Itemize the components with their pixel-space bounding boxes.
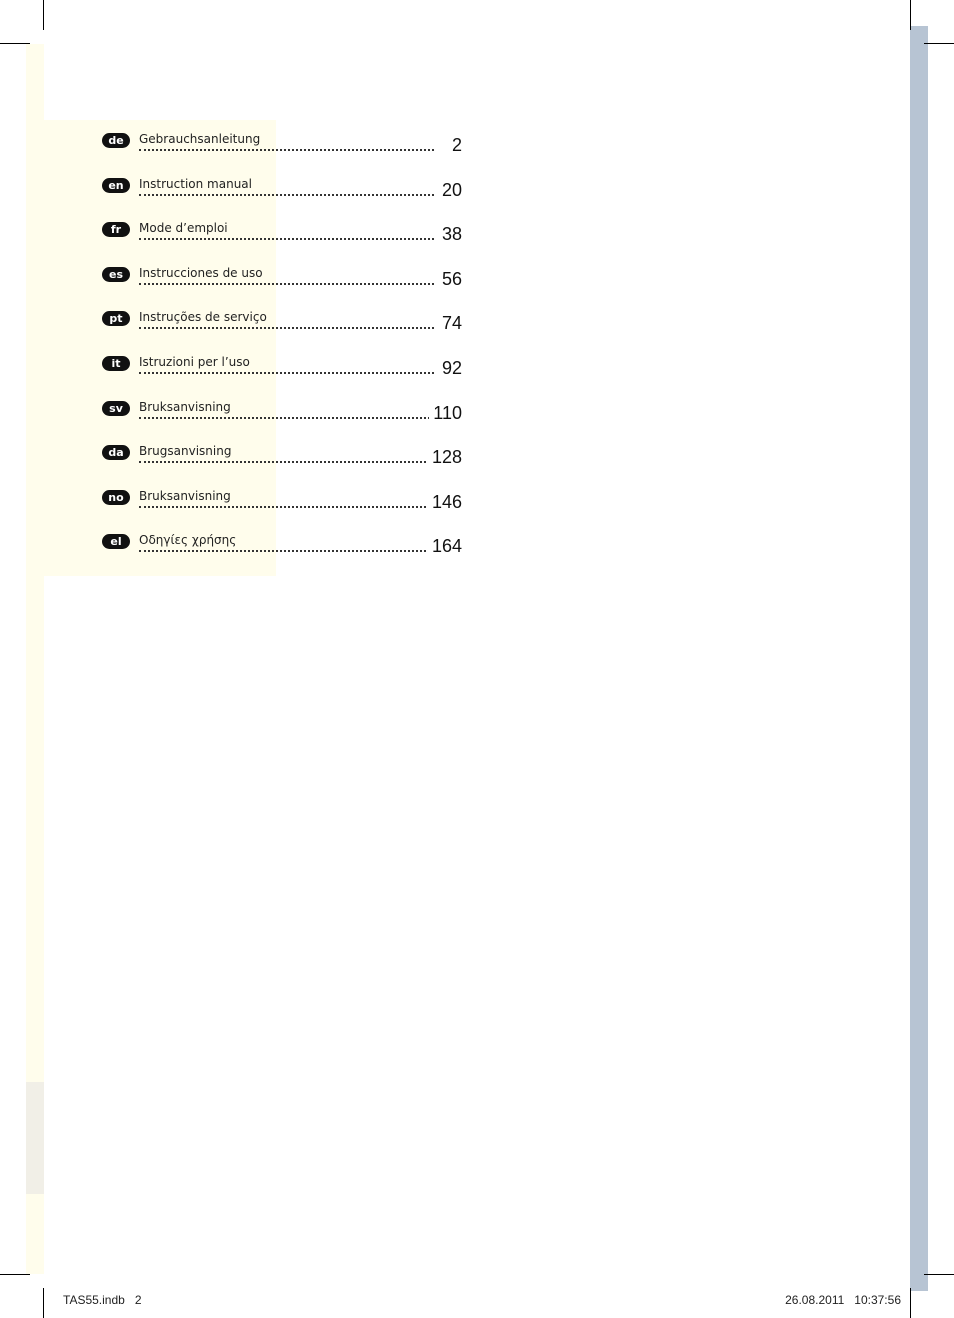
toc-entry[interactable] xyxy=(102,173,464,218)
table-of-contents xyxy=(102,128,464,574)
crop-mark xyxy=(924,1274,954,1275)
toc-page-number: 164 xyxy=(428,536,462,556)
toc-entry-title: Οδηγίες χρήσης xyxy=(139,533,237,548)
dot-leader xyxy=(139,417,434,419)
footer-timestamp: 26.08.2011 10:37:56 xyxy=(785,1293,901,1307)
toc-page-number: 56 xyxy=(438,269,462,289)
toc-entry-title: Bruksanvisning xyxy=(139,488,231,503)
toc-entry[interactable] xyxy=(102,306,464,351)
toc-page-number: 20 xyxy=(438,180,462,200)
toc-entry-title: Mode d’emploi xyxy=(139,221,228,236)
toc-entry[interactable] xyxy=(102,396,464,441)
toc-entry[interactable] xyxy=(102,485,464,530)
crop-mark xyxy=(0,43,30,44)
toc-page-number: 2 xyxy=(448,135,462,155)
toc-page-number: 92 xyxy=(438,358,462,378)
crop-mark xyxy=(0,1274,30,1275)
toc-entry-title: Bruksanvisning xyxy=(139,399,231,414)
language-badge: el xyxy=(102,534,130,549)
language-badge: en xyxy=(102,178,130,193)
crop-mark xyxy=(910,1288,911,1318)
toc-entry-title: Instrucciones de uso xyxy=(139,265,263,280)
toc-page-number: 146 xyxy=(428,492,462,512)
crop-mark xyxy=(43,0,44,30)
toc-entry[interactable] xyxy=(102,217,464,262)
language-badge: sv xyxy=(102,401,130,416)
toc-page-number: 38 xyxy=(438,224,462,244)
toc-entry[interactable] xyxy=(102,529,464,574)
dot-leader xyxy=(139,149,434,151)
toc-entry[interactable] xyxy=(102,128,464,173)
toc-entry-title: Instruções de serviço xyxy=(139,310,267,325)
left-page-band-marker xyxy=(26,1082,44,1194)
language-badge: de xyxy=(102,133,130,148)
crop-mark xyxy=(910,0,911,30)
language-badge: pt xyxy=(102,311,130,326)
dot-leader xyxy=(139,506,434,508)
dot-leader xyxy=(139,372,434,374)
toc-page-number: 110 xyxy=(429,403,462,423)
toc-page-number: 74 xyxy=(438,313,462,333)
toc-entry[interactable] xyxy=(102,440,464,485)
toc-entry-title: Gebrauchsanleitung xyxy=(139,132,261,146)
dot-leader xyxy=(139,461,434,463)
dot-leader xyxy=(139,238,434,240)
dot-leader xyxy=(139,550,434,552)
toc-entry-title: Istruzioni per l’uso xyxy=(139,354,250,369)
crop-mark xyxy=(924,43,954,44)
dot-leader xyxy=(139,283,434,285)
toc-entry-title: Brugsanvisning xyxy=(139,444,232,459)
right-side-tab xyxy=(910,26,928,1291)
toc-page-number: 128 xyxy=(428,447,462,467)
toc-entry[interactable] xyxy=(102,351,464,396)
language-badge: fr xyxy=(102,222,130,237)
language-badge: es xyxy=(102,267,130,282)
crop-mark xyxy=(43,1288,44,1318)
toc-entry[interactable] xyxy=(102,262,464,307)
dot-leader xyxy=(139,194,434,196)
footer-file-name: TAS55.indb 2 xyxy=(63,1293,142,1307)
toc-entry-title: Instruction manual xyxy=(139,176,252,191)
language-badge: no xyxy=(102,490,130,505)
language-badge: it xyxy=(102,356,130,371)
dot-leader xyxy=(139,327,434,329)
language-badge: da xyxy=(102,445,130,460)
